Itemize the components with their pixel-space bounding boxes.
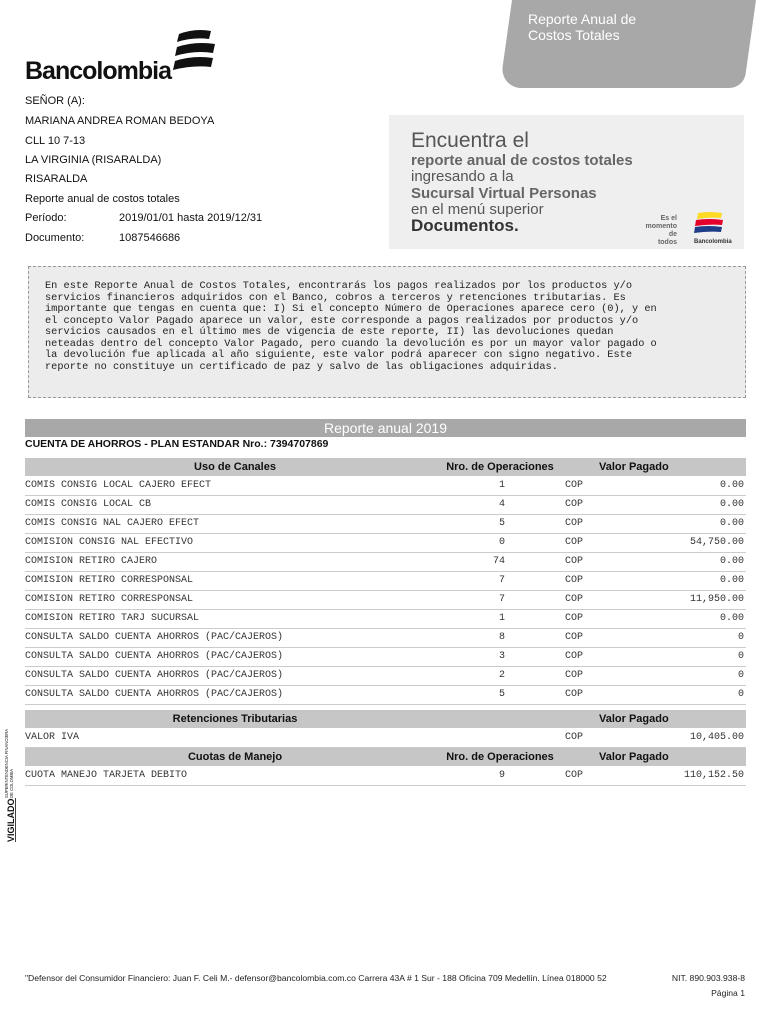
row-concept: COMIS CONSIG LOCAL CAJERO EFECT [25, 480, 212, 491]
row-currency: COP [565, 518, 584, 529]
row-value: 0.00 [719, 480, 744, 491]
banner-logo-icon [692, 211, 726, 233]
table-row [25, 686, 746, 705]
client-city: LA VIRGINIA (RISARALDA) [25, 154, 162, 166]
period-value: 2019/01/01 hasta 2019/12/31 [119, 212, 263, 224]
banner-line3: ingresando a la [411, 168, 514, 185]
row-operations: 5 [498, 689, 505, 700]
table-row [25, 572, 746, 591]
row-value: 110,152.50 [683, 770, 744, 781]
client-address: CLL 10 7-13 [25, 135, 86, 147]
report-tab-title [528, 11, 728, 43]
row-operations: 74 [492, 556, 505, 567]
row-concept: COMISION RETIRO CORRESPONSAL [25, 594, 194, 605]
period-label: Período: [25, 212, 67, 224]
row-operations: 7 [498, 594, 505, 605]
row-value: 0.00 [719, 499, 744, 510]
cuotas-h-concept: Cuotas de Manejo [187, 751, 283, 763]
slogan-1: Es el [660, 215, 677, 222]
banner-slogan [639, 215, 677, 247]
table-row [25, 515, 746, 534]
row-concept: COMISION RETIRO CORRESPONSAL [25, 575, 194, 586]
table-row [25, 648, 746, 667]
row-currency: COP [565, 613, 584, 624]
row-value: 10,405.00 [689, 732, 744, 743]
row-value: 0 [737, 632, 744, 643]
row-concept: CONSULTA SALDO CUENTA AHORROS (PAC/CAJEROS) [25, 632, 284, 643]
slogan-2: momento [645, 223, 677, 230]
row-currency: COP [565, 537, 584, 548]
table-row [25, 553, 746, 572]
row-value: 0.00 [719, 613, 744, 624]
retenciones-h-val: Valor Pagado [599, 713, 669, 725]
row-value: 0.00 [719, 575, 744, 586]
report-tab-line2: Costos Totales [528, 27, 620, 43]
account-title: CUENTA DE AHORROS - PLAN ESTANDAR Nro.: 7394707869 [25, 438, 329, 450]
row-value: 0.00 [719, 556, 744, 567]
banner-line6: Documentos. [411, 216, 519, 235]
canales-h-ops: Nro. de Operaciones [446, 461, 554, 473]
row-operations: 1 [498, 480, 505, 491]
cuotas-header [25, 748, 746, 766]
row-concept: CONSULTA SALDO CUENTA AHORROS (PAC/CAJEROS) [25, 670, 284, 681]
row-concept: COMISION CONSIG NAL EFECTIVO [25, 537, 194, 548]
table-row [25, 610, 746, 629]
row-currency: COP [565, 499, 584, 510]
row-operations: 9 [498, 770, 505, 781]
row-currency: COP [565, 651, 584, 662]
table-row [25, 767, 746, 786]
row-operations: 3 [498, 651, 505, 662]
document-value: 1087546686 [119, 232, 181, 244]
vigilado-word: VIGILADO [6, 798, 16, 842]
row-concept: COMISION RETIRO TARJ SUCURSAL [25, 613, 200, 624]
row-concept: CONSULTA SALDO CUENTA AHORROS (PAC/CAJEROS) [25, 651, 284, 662]
section-title: Reporte anual 2019 [25, 419, 746, 437]
page-number: Página 1 [711, 988, 745, 998]
disclaimer-box [28, 266, 746, 398]
row-operations: 1 [498, 613, 505, 624]
client-department: RISARALDA [25, 173, 88, 185]
footer-nit: NIT. 890.903.938-8 [671, 973, 745, 983]
row-currency: COP [565, 770, 584, 781]
salutation: SEÑOR (A): [25, 95, 85, 107]
retenciones-h-concept: Retenciones Tributarias [172, 713, 298, 725]
row-currency: COP [565, 594, 584, 605]
row-value: 11,950.00 [689, 594, 744, 605]
row-currency: COP [565, 689, 584, 700]
banner-line2: reporte anual de costos totales [411, 152, 633, 169]
banner-line4: Sucursal Virtual Personas [411, 185, 597, 202]
row-concept: COMISION RETIRO CAJERO [25, 556, 158, 567]
row-operations: 4 [498, 499, 505, 510]
slogan-3: de [668, 231, 677, 238]
row-concept: VALOR IVA [25, 732, 80, 743]
slogan-4: todos [657, 239, 677, 246]
retenciones-header [25, 710, 746, 728]
row-concept: COMIS CONSIG LOCAL CB [25, 499, 152, 510]
table-row [25, 496, 746, 515]
row-concept: CUOTA MANEJO TARJETA DEBITO [25, 770, 188, 781]
row-operations: 8 [498, 632, 505, 643]
report-tab-line1: Reporte Anual de [528, 11, 637, 27]
row-currency: COP [565, 732, 584, 743]
table-row [25, 667, 746, 686]
table-row [25, 729, 746, 748]
table-row [25, 477, 746, 496]
cuotas-h-ops: Nro. de Operaciones [446, 751, 554, 763]
row-operations: 7 [498, 575, 505, 586]
row-currency: COP [565, 556, 584, 567]
banner-line1: Encuentra el [411, 129, 529, 152]
row-currency: COP [565, 480, 584, 491]
row-operations: 5 [498, 518, 505, 529]
vigilado-line2: DE COLOMBIA [9, 768, 14, 798]
row-value: 0 [737, 651, 744, 662]
footer-text: "Defensor del Consumidor Financiero: Juan F. Celi M.- defensor@bancolombia.com.co Carrera 43A # 1 Sur - 188 Oficina 709 Medellín. Línea 018000 52 [25, 973, 607, 983]
row-value: 0.00 [719, 518, 744, 529]
row-operations: 0 [498, 537, 505, 548]
banner-mini-brand: Bancolombia [694, 239, 732, 245]
row-value: 0 [737, 670, 744, 681]
row-currency: COP [565, 575, 584, 586]
document-label: Documento: [25, 232, 85, 244]
row-concept: COMIS CONSIG NAL CAJERO EFECT [25, 518, 200, 529]
banner-line5: en el menú superior [411, 201, 544, 218]
canales-header [25, 458, 746, 476]
vigilado-label [3, 692, 17, 842]
canales-h-val: Valor Pagado [599, 461, 669, 473]
row-currency: COP [565, 632, 584, 643]
table-row [25, 591, 746, 610]
cuotas-h-val: Valor Pagado [599, 751, 669, 763]
report-label: Reporte anual de costos totales [25, 193, 180, 205]
row-concept: CONSULTA SALDO CUENTA AHORROS (PAC/CAJEROS) [25, 689, 284, 700]
promo-banner [389, 115, 744, 249]
disclaimer-text: En este Reporte Anual de Costos Totales, encontrarás los pagos realizados por los productos y/o servicios financieros adquiridos con el Banco, cobros a terceros y retenciones tributarias. Es importante que tengas en cuenta que: I) Si el concepto Número de Operaciones aparece cero (0), y en el concepto Valor Pagado aparece un valor, este corresponde a pagos realizados por productos y/o servicios causados en el último mes de vigencia de este reporte, II) las devoluciones quedan neteadas dentro del concepto Valor Pagado, pero cuando la devolución es por un mayor valor pagado o la devolución fue aplicada al año siguiente, este valor podrá aparecer con signo negativo. Este reporte no constituye un certificado de paz y salvo de las obligaciones adquiridas. [45, 280, 657, 373]
table-row [25, 629, 746, 648]
client-name: MARIANA ANDREA ROMAN BEDOYA [25, 115, 215, 127]
row-operations: 2 [498, 670, 505, 681]
brand-logo-icon [171, 28, 217, 78]
brand-logo-text: Bancolombia [25, 57, 171, 85]
row-value: 0 [737, 689, 744, 700]
row-currency: COP [565, 670, 584, 681]
row-value: 54,750.00 [689, 537, 744, 548]
vigilado-line1: SUPERINTENDENCIA FINANCIERA [4, 728, 9, 798]
table-row [25, 534, 746, 553]
canales-h-concept: Uso de Canales [194, 461, 276, 473]
